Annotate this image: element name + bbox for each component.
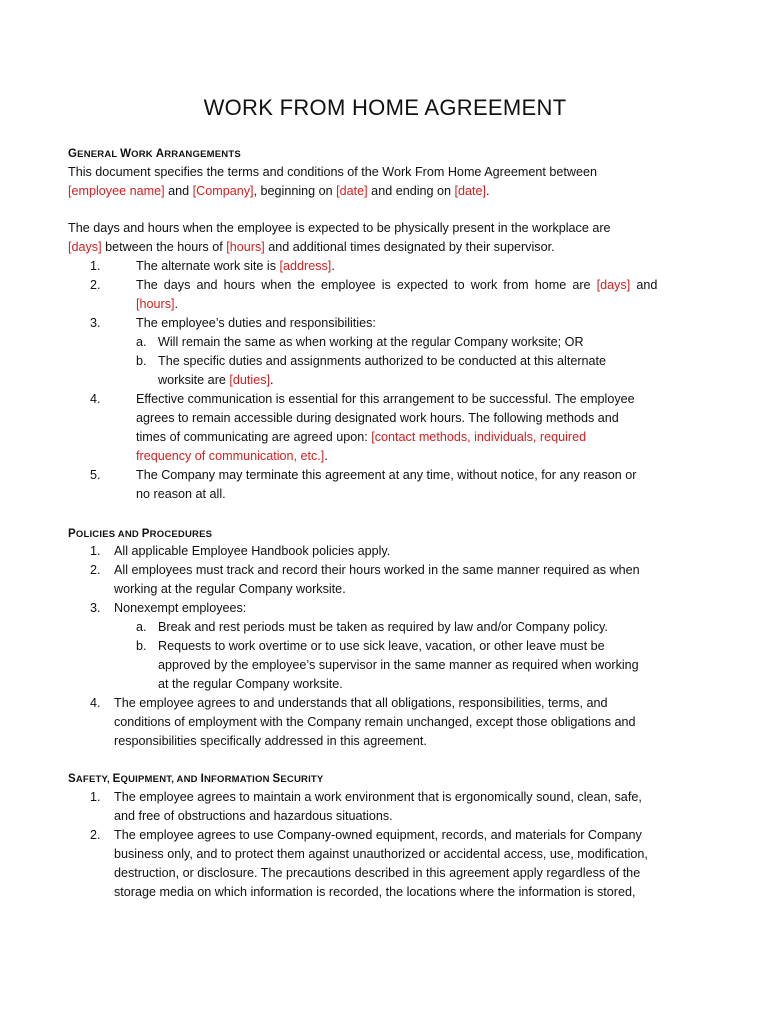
placeholder-days[interactable]: [days] — [68, 240, 102, 254]
sub-list-item: b. The specific duties and assignments authorized to be conducted at this alternate worksite are [duties]. — [136, 354, 607, 387]
list-item: 3. The employee’s duties and responsibilities: a. Will remain the same as when working at the regular Company worksite; OR b. The specific duties and assignments authorized to be conducted at this alternate worksite are [duties]. — [90, 314, 705, 390]
list-item: 1. All applicable Employee Handbook policies apply. — [90, 544, 391, 558]
placeholder-company[interactable]: [Company] — [192, 184, 254, 198]
sub-list-item: a. Will remain the same as when working at the regular Company worksite; OR — [136, 335, 584, 349]
days-paragraph-block — [68, 219, 708, 257]
placeholder-days-home[interactable]: [days] — [596, 278, 631, 292]
list-item: 2. The employee agrees to use Company-owned equipment, records, and materials for Company business only, and to protect them against unauthorized or accidental access, use, modification, destruction, or disclosure. The precautions described in this agreement apply regardless of the storage media on which information is recorded, the locations where the information is stored, — [90, 828, 648, 899]
sub-list-item: a. Break and rest periods must be taken as required by law and/or Company policy. — [136, 620, 608, 634]
intro-paragraph: This document specifies the terms and conditions of the Work From Home Agreement between [employee name] and [Company], beginning on [date] and ending on [date]. — [68, 165, 597, 198]
general-list — [90, 257, 705, 504]
safety-section — [68, 771, 708, 788]
general-section — [68, 146, 708, 201]
list-item: 3. Nonexempt employees: a. Break and rest periods must be taken as required by law and/or Company policy. b. Requests to work overtime or to use sick leave, vacation, or other leave must be approved by the employee’s supervisor in the same manner as required when working at the regular Company worksite. — [90, 599, 705, 694]
placeholder-employee-name[interactable]: [employee name] — [68, 184, 165, 198]
placeholder-hours[interactable]: [hours] — [226, 240, 265, 254]
safety-list — [90, 788, 710, 902]
list-item: 1. The alternate work site is [address]. — [90, 259, 335, 273]
placeholder-address[interactable]: [address] — [279, 259, 332, 273]
policies-list — [90, 542, 705, 751]
placeholder-start-date[interactable]: [date] — [336, 184, 368, 198]
safety-heading: SAFETY, EQUIPMENT, AND INFORMATION SECURITY — [68, 773, 324, 785]
placeholder-duties[interactable]: [duties] — [229, 373, 270, 387]
list-item: 2. All employees must track and record their hours worked in the same manner required as when working at the regular Company worksite. — [90, 563, 640, 596]
list-item: 2. The days and hours when the employee is expected to work from home are [days] and [hours]. — [90, 278, 658, 311]
list-item: 5. The Company may terminate this agreement at any time, without notice, for any reason or no reason at all. — [90, 468, 637, 501]
list-item: 4. The employee agrees to and understands that all obligations, responsibilities, terms, and conditions of employment with the Company remain unchanged, except those obligations and responsibilities specifically addressed in this agreement. — [90, 696, 636, 748]
placeholder-frequency[interactable]: frequency of communication, etc.] — [136, 449, 325, 463]
list-item: 4. Effective communication is essential for this arrangement to be successful. The employee agrees to remain accessible during designated work hours. The following methods and times of communicating are agreed upon: [contact methods, individuals, required frequency of communication, etc.]. — [90, 392, 635, 463]
placeholder-contact-methods[interactable]: [contact methods, individuals, required — [371, 430, 587, 444]
policies-heading: POLICIES AND PROCEDURES — [68, 528, 213, 540]
document-title: WORK FROM HOME AGREEMENT — [203, 95, 567, 120]
policies-section — [68, 526, 708, 543]
sub-list-item: b. Requests to work overtime or to use sick leave, vacation, or other leave must be approved by the employee’s supervisor in the same manner as required when working at the regular Company worksite. — [136, 639, 639, 691]
days-paragraph: The days and hours when the employee is expected to be physically present in the workplace are [days] between the hours of [hours] and additional times designated by their supervisor. — [68, 221, 611, 254]
list-item: 1. The employee agrees to maintain a work environment that is ergonomically sound, clean, safe, and free of obstructions and hazardous situations. — [90, 790, 642, 823]
placeholder-end-date[interactable]: [date] — [454, 184, 487, 198]
placeholder-hours-home[interactable]: [hours] — [136, 297, 175, 311]
general-heading: GENERAL WORK ARRANGEMENTS — [68, 148, 241, 160]
